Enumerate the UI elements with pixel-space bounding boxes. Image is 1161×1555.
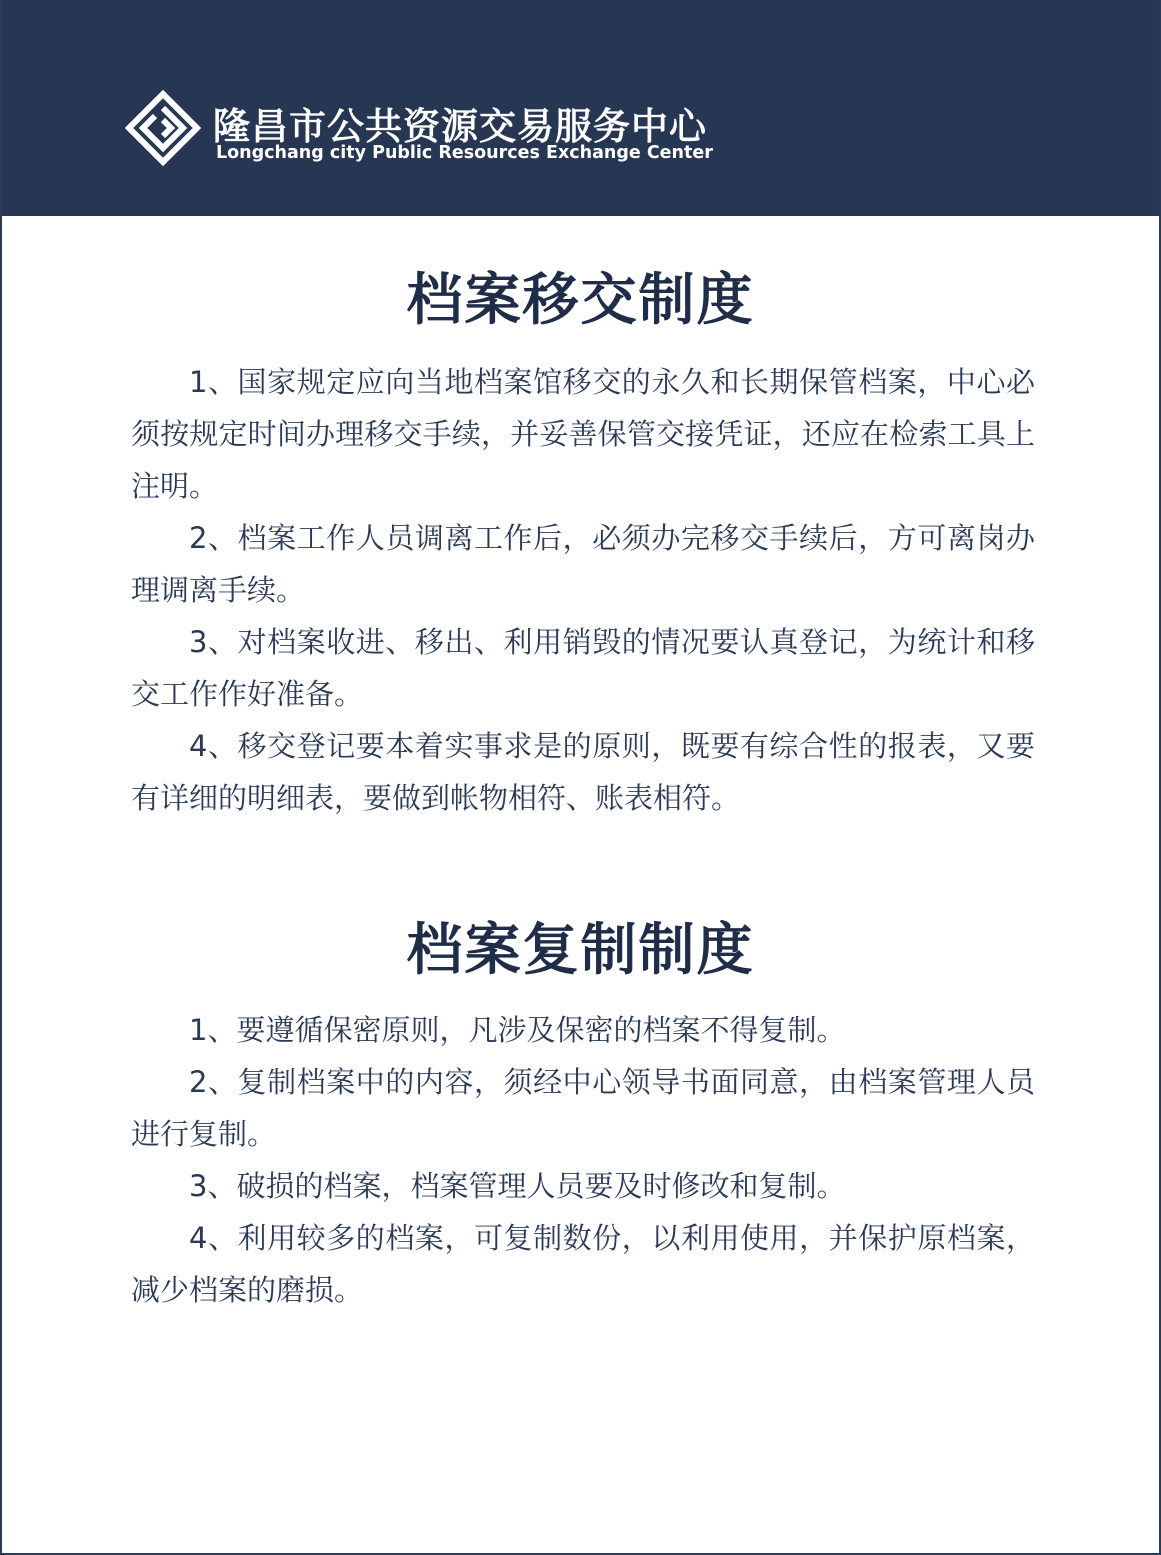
rule-item: 4、移交登记要本着实事求是的原则，既要有综合性的报表，又要有详细的明细表，要做到帐物相符、账表相符。 [131,729,1035,815]
org-name-cn: 隆昌市公共资源交易服务中心 [213,105,707,148]
exchange-center-logo-icon [125,90,201,166]
section-title-archive-transfer: 档案移交制度 [406,268,755,333]
section-title-archive-copy: 档案复制制度 [406,918,755,983]
org-name-en: Longchang city Public Resources Exchange Center [216,143,713,163]
rule-item: 1、要遵循保密原则，凡涉及保密的档案不得复制。 [189,1013,846,1047]
rule-item: 1、国家规定应向当地档案馆移交的永久和长期保管档案，中心必须按规定时间办理移交手续，并妥善保管交接凭证，还应在检索工具上注明。 [131,365,1035,503]
rule-item: 3、破损的档案，档案管理人员要及时修改和复制。 [189,1169,846,1203]
rule-item: 4、利用较多的档案，可复制数份，以利用使用，并保护原档案，减少档案的磨损。 [131,1221,1035,1307]
header-banner [2,0,1159,216]
rule-item: 3、对档案收进、移出、利用销毁的情况要认真登记，为统计和移交工作作好准备。 [131,625,1035,711]
rule-item: 2、复制档案中的内容，须经中心领导书面同意，由档案管理人员进行复制。 [131,1065,1035,1151]
section-body-archive-copy [131,1004,1035,1316]
rule-item: 2、档案工作人员调离工作后，必须办完移交手续后，方可离岗办理调离手续。 [131,521,1035,607]
section-body-archive-transfer [131,356,1035,824]
